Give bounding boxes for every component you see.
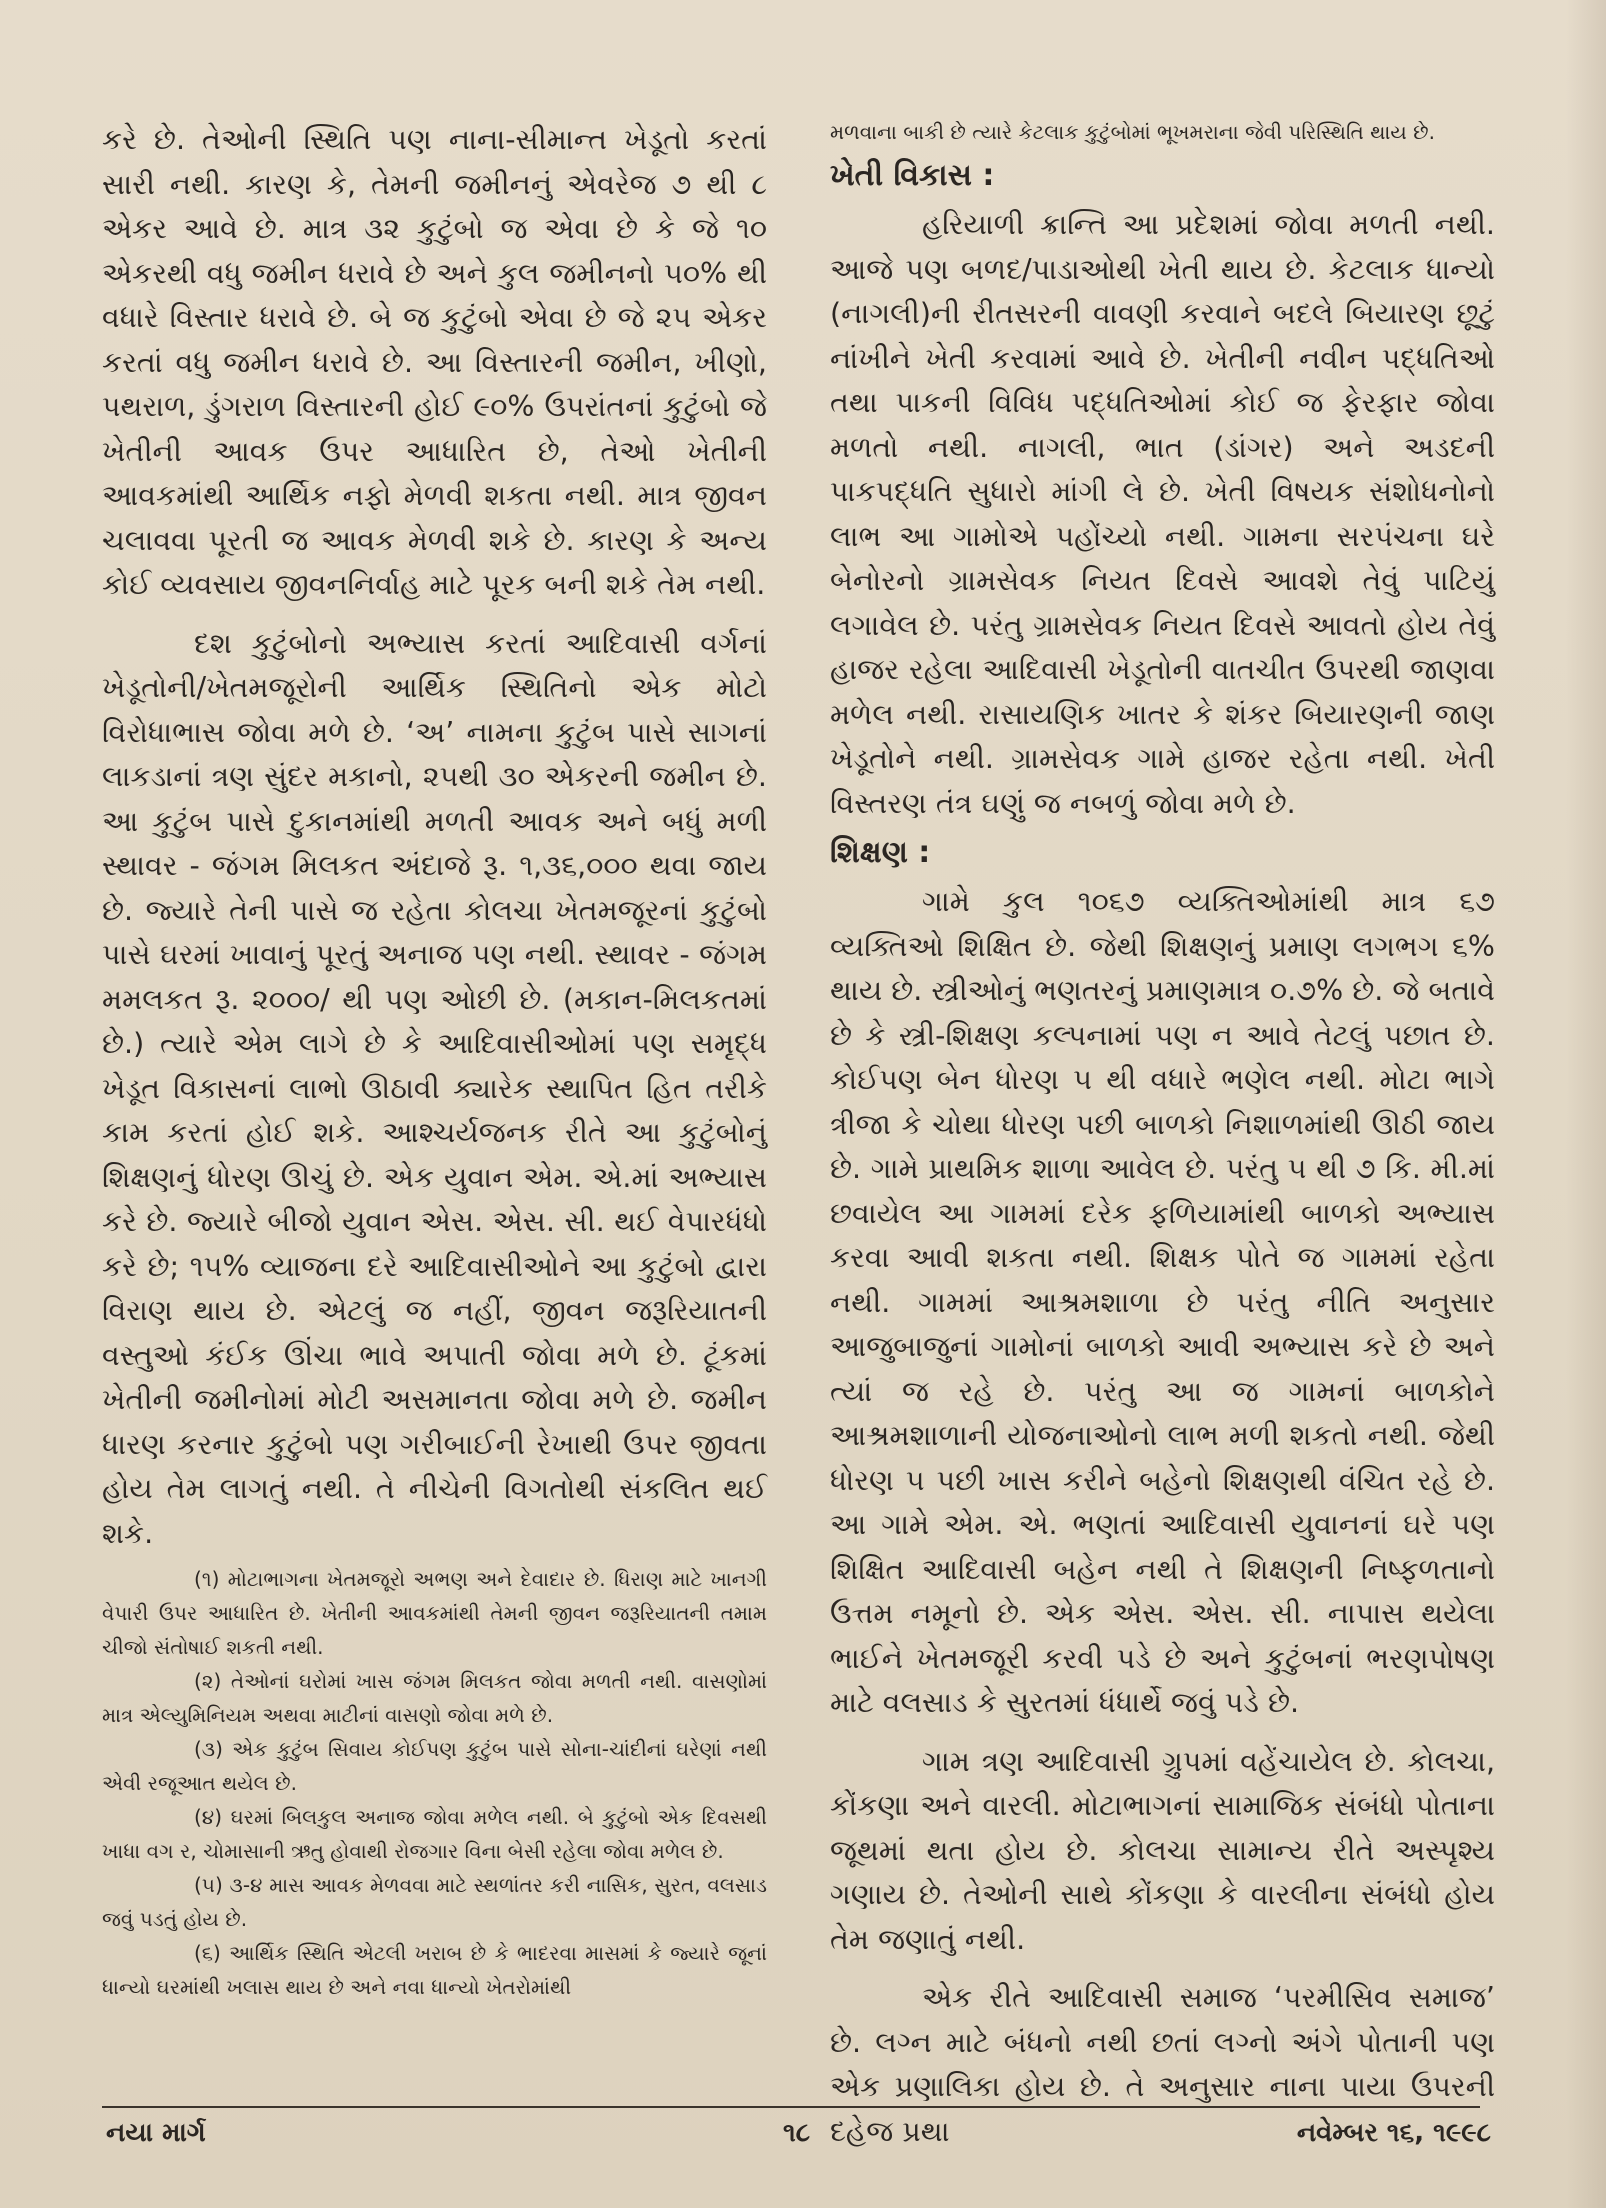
paragraph-family-study: દશ કુટુંબોનો અભ્યાસ કરતાં આદિવાસી વર્ગનાં ખેડૂતોની/ખેતમજૂરોની આર્થિક સ્થિતિનો એક મોટો વિરોધાભાસ જોવા મળે છે. ‘અ’ નામના કુટુંબ પાસે સાગનાં લાકડાનાં ત્રણ સુંદર મકાનો, ૨૫થી ૩૦ એકરની જમીન છે. આ કુટુંબ પાસે દુકાનમાંથી મળતી આવક અને બધું મળી સ્થાવર - જંગમ મિલકત અંદાજે રૂ. ૧,૩૬,૦૦૦ થવા જાય છે. જ્યારે તેની પાસે જ રહેતા કોલચા ખેતમજૂરનાં કુટુંબો પાસે ઘરમાં ખાવાનું પૂરતું અનાજ પણ નથી. સ્થાવર - જંગમ મમલકત રૂ. ૨૦૦૦/ થી પણ ઓછી છે. (મકાન-મિલકતમાં છે.) ત્યારે એમ લાગે છે કે આદિવાસીઓમાં પણ સમૃદ્ધ ખેડૂત વિકાસનાં લાભો ઊઠાવી ક્યારેક સ્થાપિત હિત તરીકે કામ કરતાં હોઈ શકે. આશ્ચર્યજનક રીતે આ કુટુંબોનું શિક્ષણનું ધોરણ ઊચું છે. એક યુવાન એમ. એ.માં અભ્યાસ કરે છે. જ્યારે બીજો યુવાન એસ. એસ. સી. થઈ વેપારધંધો કરે છે; ૧૫% વ્યાજના દરે આદિવાસીઓને આ કુટુંબો દ્વારા વિરાણ થાય છે. એટલું જ નહીં, જીવન જરૂરિયાતની વસ્તુઓ કંઈક ઊંચા ભાવે અપાતી જોવા મળે છે. ટૂંકમાં ખેતીની જમીનોમાં મોટી અસમાનતા જોવા મળે છે. જમીન ધારણ કરનાર કુટુંબો પણ ગરીબાઈની રેખાથી ઉપર જીવતા હોય તેમ લાગતું નથી. તે નીચેની વિગતોથી સંકલિત થઈ શકે. <box>102 626 767 1550</box>
footer-publication: નયા માર્ગ <box>106 2118 206 2148</box>
footer-page-number: ૧૮ <box>783 2118 811 2148</box>
paragraph-land-holding: કરે છે. તેઓની સ્થિતિ પણ નાના-સીમાન્ત ખેડૂતો કરતાં સારી નથી. કારણ કે, તેમની જમીનનું એવરેજ ૭ થી ૮ એકર આવે છે. માત્ર ૩૨ કુટુંબો જ એવા છે કે જે ૧૦ એકરથી વધુ જમીન ધરાવે છે અને કુલ જમીનનો ૫૦% થી વધારે વિસ્તાર ધરાવે છે. બે જ કુટુંબો એવા છે જે ૨૫ એકર કરતાં વધુ જમીન ધરાવે છે. આ વિસ્તારની જમીન, ખીણો, પથરાળ, ડુંગરાળ વિસ્તારની હોઈ ૯૦% ઉપરાંતનાં કુટુંબો જે ખેતીની આવક ઉપર આધારિત છે, તેઓ ખેતીની આવકમાંથી આર્થિક નફો મેળવી શકતા નથી. માત્ર જીવન ચલાવવા પૂરતી જ આવક મેળવી શકે છે. કારણ કે અન્ય કોઈ વ્યવસાય જીવનનિર્વાહ માટે પૂરક બની શકે તેમ નથી. <box>102 123 767 601</box>
heading-education: શિક્ષણ : <box>830 835 931 870</box>
heading-farming-development: ખેતી વિકાસ : <box>830 158 995 193</box>
note-6: (૬) આર્થિક સ્થિતિ એટલી ખરાબ છે કે ભાદરવા માસમાં કે જ્યારે જૂનાં ધાન્યો ઘરમાંથી ખલાસ થાય છે અને નવા ધાન્યો ખેતરોમાંથી <box>102 1941 767 1999</box>
note-1: (૧) મોટાભાગના ખેતમજૂરો અભણ અને દેવાદાર છે. ધિરાણ માટે ખાનગી વેપારી ઉપર આધારિત છે. ખેતીની આવકમાંથી તેમની જીવન જરૂરિયાતની તમામ ચીજો સંતોષાઈ શકતી નથી. <box>102 1567 767 1659</box>
footer-rule <box>102 2106 1480 2108</box>
footer-date: નવેમ્બર ૧૬, ૧૯૯૮ <box>1296 2118 1491 2148</box>
right-column <box>830 115 1495 2154</box>
note-5: (૫) ૩-૪ માસ આવક મેળવવા માટે સ્થળાંતર કરી નાસિક, સુરત, વલસાડ જવું પડતું હોય છે. <box>102 1873 767 1931</box>
paragraph-carry-over: મળવાના બાકી છે ત્યારે કેટલાક કુટુંબોમાં ભૂખમરાના જેવી પરિસ્થિતિ થાય છે. <box>830 120 1435 144</box>
paragraph-tribal-groups: ગામ ત્રણ આદિવાસી ગ્રુપમાં વહેંચાયેલ છે. કોલચા, કોંકણા અને વારલી. મોટાભાગનાં સામાજિક સંબંધો પોતાના જૂથમાં થતા હોય છે. કોલચા સામાન્ય રીતે અસ્પૃશ્ય ગણાય છે. તેઓની સાથે કોંકણા કે વારલીના સંબંધો હોય તેમ જણાતું નથી. <box>830 1744 1495 1956</box>
page-edge-shadow <box>1566 0 1606 2208</box>
paragraph-education: ગામે કુલ ૧૦૬૭ વ્યક્તિઓમાંથી માત્ર ૬૭ વ્યક્તિઓ શિક્ષિત છે. જેથી શિક્ષણનું પ્રમાણ લગભગ ૬% થાય છે. સ્ત્રીઓનું ભણતરનું પ્રમાણમાત્ર ૦.૭% છે. જે બતાવે છે કે સ્ત્રી-શિક્ષણ કલ્પનામાં પણ ન આવે તેટલું પછાત છે. કોઈપણ બેન ધોરણ ૫ થી વધારે ભણેલ નથી. મોટા ભાગે ત્રીજા કે ચોથા ધોરણ પછી બાળકો નિશાળમાંથી ઊઠી જાય છે. ગામે પ્રાથમિક શાળા આવેલ છે. પરંતુ ૫ થી ૭ કિ. મી.માં છવાયેલ આ ગામમાં દરેક ફળિયામાંથી બાળકો અભ્યાસ કરવા આવી શકતા નથી. શિક્ષક પોતે જ ગામમાં રહેતા નથી. ગામમાં આશ્રમશાળા છે પરંતુ નીતિ અનુસાર આજુબાજુનાં ગામોનાં બાળકો આવી અભ્યાસ કરે છે અને ત્યાં જ રહે છે. પરંતુ આ જ ગામનાં બાળકોને આશ્રમશાળાની યોજનાઓનો લાભ મળી શકતો નથી. જેથી ધોરણ ૫ પછી ખાસ કરીને બહેનો શિક્ષણથી વંચિત રહે છે. આ ગામે એમ. એ. ભણતાં આદિવાસી યુવાનનાં ઘરે પણ શિક્ષિત આદિવાસી બહેન નથી તે શિક્ષણની નિષ્ફળતાનો ઉત્તમ નમૂનો છે. એક એસ. એસ. સી. નાપાસ થયેલા ભાઈને ખેતમજૂરી કરવી પડે છે અને કુટુંબનાં ભરણપોષણ માટે વલસાડ કે સુરતમાં ધંધાર્થે જવું પડે છે. <box>830 885 1495 1719</box>
note-4: (૪) ઘરમાં બિલકુલ અનાજ જોવા મળેલ નથી. બે કુટુંબો એક દિવસથી ખાધા વગ ર, ચોમાસાની ઋતુ હોવાથી રોજગાર વિના બેસી રહેલા જોવા મળેલ છે. <box>102 1805 767 1863</box>
note-2: (૨) તેઓનાં ઘરોમાં ખાસ જંગમ મિલકત જોવા મળતી નથી. વાસણોમાં માત્ર એલ્યુમિનિયમ અથવા માટીનાં વાસણો જોવા મળે છે. <box>102 1669 767 1727</box>
note-3: (૩) એક કુટુંબ સિવાય કોઈપણ કુટુંબ પાસે સોના-ચાંદીનાં ઘરેણાં નથી એવી રજૂઆત થયેલ છે. <box>102 1737 767 1795</box>
paragraph-society: એક રીતે આદિવાસી સમાજ ‘પરમીસિવ સમાજ’ છે. લગ્ન માટે બંધનો નથી છતાં લગ્નો અંગે પોતાની પણ એક પ્રણાલિકા હોય છે. તે અનુસાર નાના પાયા ઉપરની દહેજ પ્રથા <box>830 1981 1495 2148</box>
left-column <box>102 118 767 2004</box>
paragraph-farming: હરિયાળી ક્રાન્તિ આ પ્રદેશમાં જોવા મળતી નથી. આજે પણ બળદ/પાડાઓથી ખેતી થાય છે. કેટલાક ધાન્યો (નાગલી)ની રીતસરની વાવણી કરવાને બદલે બિયારણ છૂટું નાંખીને ખેતી કરવામાં આવે છે. ખેતીની નવીન પદ્ધતિઓ તથા પાકની વિવિધ પદ્ધતિઓમાં કોઈ જ ફેરફાર જોવા મળતો નથી. નાગલી, ભાત (ડાંગર) અને અડદની પાકપદ્ધતિ સુધારો માંગી લે છે. ખેતી વિષયક સંશોધનોનો લાભ આ ગામોએ પહોંચ્યો નથી. ગામના સરપંચના ઘરે બેનોરનો ગ્રામસેવક નિયત દિવસે આવશે તેવું પાટિયું લગાવેલ છે. પરંતુ ગ્રામસેવક નિયત દિવસે આવતો હોય તેવું હાજર રહેલા આદિવાસી ખેડૂતોની વાતચીત ઉપરથી જાણવા મળેલ નથી. રાસાયણિક ખાતર કે શંકર બિયારણની જાણ ખેડૂતોને નથી. ગ્રામસેવક ગામે હાજર રહેતા નથી. ખેતી વિસ્તરણ તંત્ર ઘણું જ નબળું જોવા મળે છે. <box>830 208 1495 820</box>
